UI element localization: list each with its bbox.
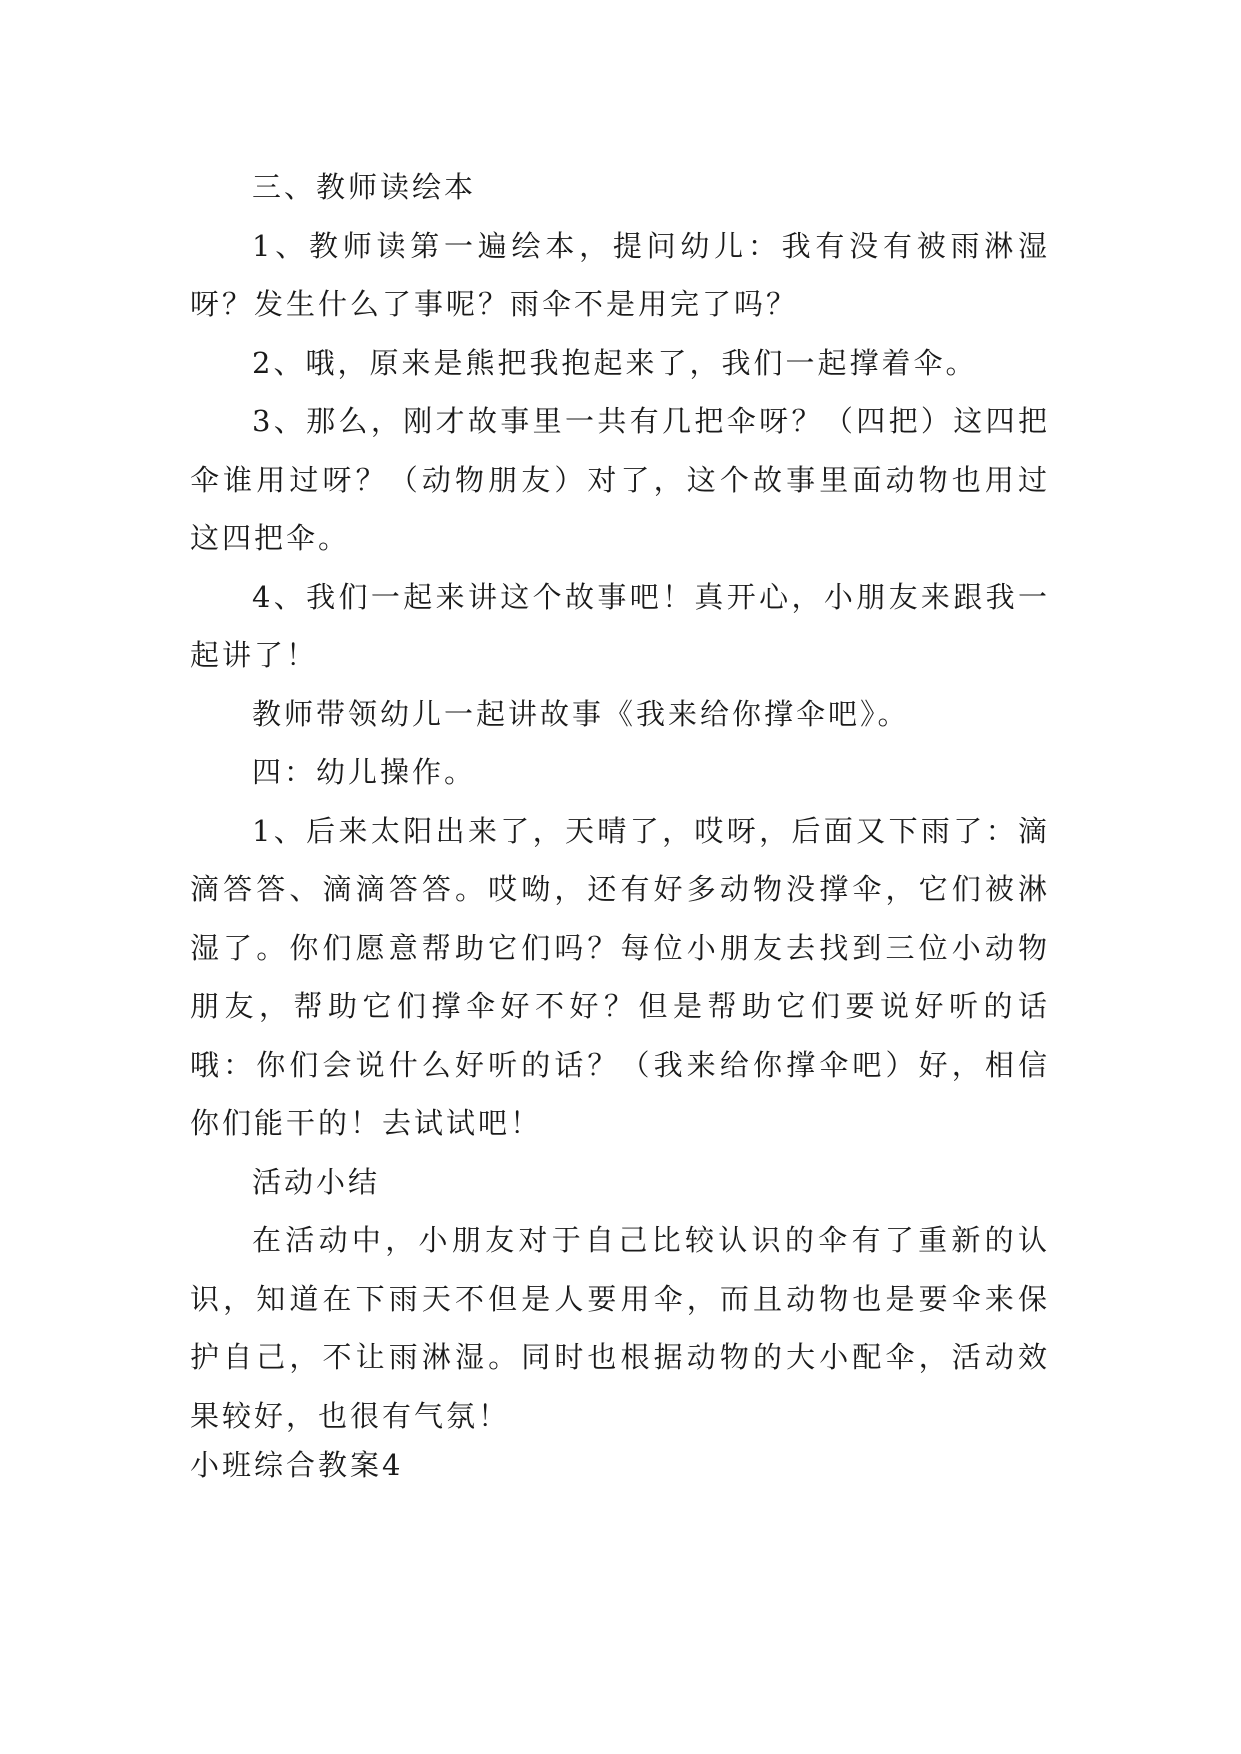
next-section-title: 小班综合教案4 <box>190 1448 404 1482</box>
section-heading-teacher-reads: 三、教师读绘本 <box>252 170 477 204</box>
section-heading-summary: 活动小结 <box>252 1164 381 1199</box>
paragraph: 教师带领幼儿一起讲故事《我来给你撑伞吧》。 <box>252 696 910 731</box>
paragraph: 3、那么，刚才故事里一共有几把伞呀？（四把）这四把伞谁用过呀？（动物朋友）对了，这个故事里面动物也用过这四把伞。 <box>190 404 1050 555</box>
document-body <box>190 158 1050 1445</box>
paragraph: 4、我们一起来讲这个故事吧！真开心，小朋友来跟我一起讲了！ <box>190 579 1050 672</box>
paragraph: 2、哦，原来是熊把我抱起来了，我们一起撑着伞。 <box>252 345 978 380</box>
paragraph: 在活动中，小朋友对于自己比较认识的伞有了重新的认识，知道在下雨天不但是人要用伞，而且动物也是要伞来保护自己，不让雨淋湿。同时也根据动物的大小配伞，活动效果较好，也很有气氛！ <box>190 1223 1050 1433</box>
paragraph: 1、后来太阳出来了，天晴了，哎呀，后面又下雨了：滴滴答答、滴滴答答。哎呦，还有好多动物没撑伞，它们被淋湿了。你们愿意帮助它们吗？每位小朋友去找到三位小动物朋友，帮助它们撑伞好不好？但是帮助它们要说好听的话哦：你们会说什么好听的话？（我来给你撑伞吧）好，相信你们能干的！去试试吧！ <box>190 813 1050 1140</box>
paragraph: 1、教师读第一遍绘本，提问幼儿：我有没有被雨淋湿呀？发生什么了事呢？雨伞不是用完了吗？ <box>190 228 1050 321</box>
section-heading-child-operation: 四：幼儿操作。 <box>252 755 477 789</box>
